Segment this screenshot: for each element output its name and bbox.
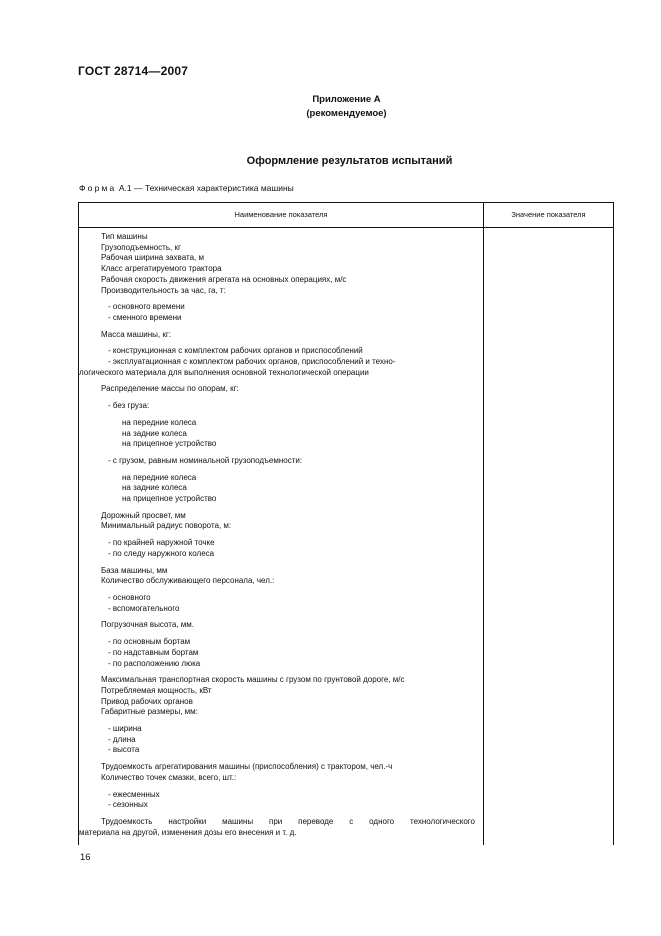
section-title: Оформление результатов испытаний: [246, 155, 453, 167]
table-line: Количество обслуживающего персонала, чел.:: [101, 576, 275, 586]
table-line: - с грузом, равным номинальной грузоподъемности:: [108, 455, 303, 465]
table-line: - эксплуатационная с комплектом рабочих органов, приспособлений и техно-: [108, 357, 396, 367]
table-line: Трудоемкость агрегатирования машины (приспособления) с трактором, чел.-ч: [101, 762, 393, 772]
table-line: Рабочая ширина захвата, м: [101, 253, 204, 263]
table-line: на задние колеса: [122, 483, 187, 493]
table-line: Распределение массы по опорам, кг:: [101, 384, 239, 394]
table-line: - длина: [108, 734, 136, 744]
table-line: База машины, мм: [101, 565, 168, 575]
table-line: - основного времени: [108, 302, 185, 312]
table-line: - по следу наружного колеса: [108, 548, 215, 558]
column-divider: [483, 203, 484, 845]
table-line: Масса машины, кг:: [101, 329, 171, 339]
table-line: Класс агрегатируемого трактора: [101, 264, 222, 274]
standard-header: ГОСТ 28714—2007: [78, 64, 189, 78]
table-line: - вспомогательного: [108, 603, 180, 613]
table-line: Потребляемая мощность, кВт: [101, 685, 212, 695]
table-line: Погрузочная высота, мм.: [101, 620, 194, 630]
table-line: логического материала для выполнения основной технологической операции: [79, 367, 369, 377]
annex-heading: [0, 93, 661, 121]
table-line: Привод рабочих органов: [101, 696, 193, 706]
table-line: - ежесменных: [108, 789, 160, 799]
page-number: 16: [80, 852, 91, 863]
table-line: - высота: [108, 745, 140, 755]
form-caption-word: Форма: [79, 183, 117, 193]
table-line: - по основным бортам: [108, 637, 191, 647]
table-line: на передние колеса: [122, 472, 197, 482]
table-header-row: [79, 203, 613, 228]
table-line: Минимальный радиус поворота, м:: [101, 521, 232, 531]
table-line: Габаритные размеры, мм:: [101, 707, 198, 717]
table-line: материала на другой, изменения дозы его внесения и т. д.: [79, 827, 297, 837]
table-line: Производительность за час, га, т:: [101, 285, 226, 295]
annex-subtitle: (рекомендуемое): [306, 108, 387, 119]
table-line: Количество точек смазки, всего, шт.:: [101, 772, 237, 782]
table-line: - сезонных: [108, 800, 148, 810]
table-line: - ширина: [108, 724, 142, 734]
form-caption-text: А.1 — Техническая характеристика машины: [118, 183, 294, 193]
table-line: на прицепное устройство: [122, 494, 217, 504]
form-caption: [79, 183, 294, 193]
table-line: - по расположению люка: [108, 658, 201, 668]
table-line: - сменного времени: [108, 312, 182, 322]
col-header-name: Наименование показателя: [234, 210, 328, 219]
table-line: на прицепное устройство: [122, 439, 217, 449]
table-line: - конструкционная с комплектом рабочих органов и приспособлений: [108, 346, 363, 356]
table-line: - по надставным бортам: [108, 647, 199, 657]
table-line: Максимальная транспортная скорость машины с грузом по грунтовой дороге, м/с: [101, 675, 405, 685]
table-line: Грузоподъемность, кг: [101, 242, 181, 252]
table-line: Тип машины: [101, 232, 148, 241]
col-header-value: Значение показателя: [511, 210, 586, 219]
table-body-names: [79, 228, 483, 838]
table-line: на передние колеса: [122, 417, 197, 427]
table-line: Дорожный просвет, мм: [101, 510, 186, 520]
table-line: Трудоемкость настройки машины при переводе с одного технологического: [101, 816, 475, 826]
table-line: на задние колеса: [122, 428, 187, 438]
table-line: - без груза:: [108, 401, 150, 411]
annex-title: Приложение А: [312, 94, 381, 105]
table-line: - основного: [108, 592, 151, 602]
characteristics-table: [78, 202, 614, 845]
table-line: - по крайней наружной точке: [108, 538, 215, 548]
table-line: Рабочая скорость движения агрегата на основных операциях, м/с: [101, 274, 347, 284]
